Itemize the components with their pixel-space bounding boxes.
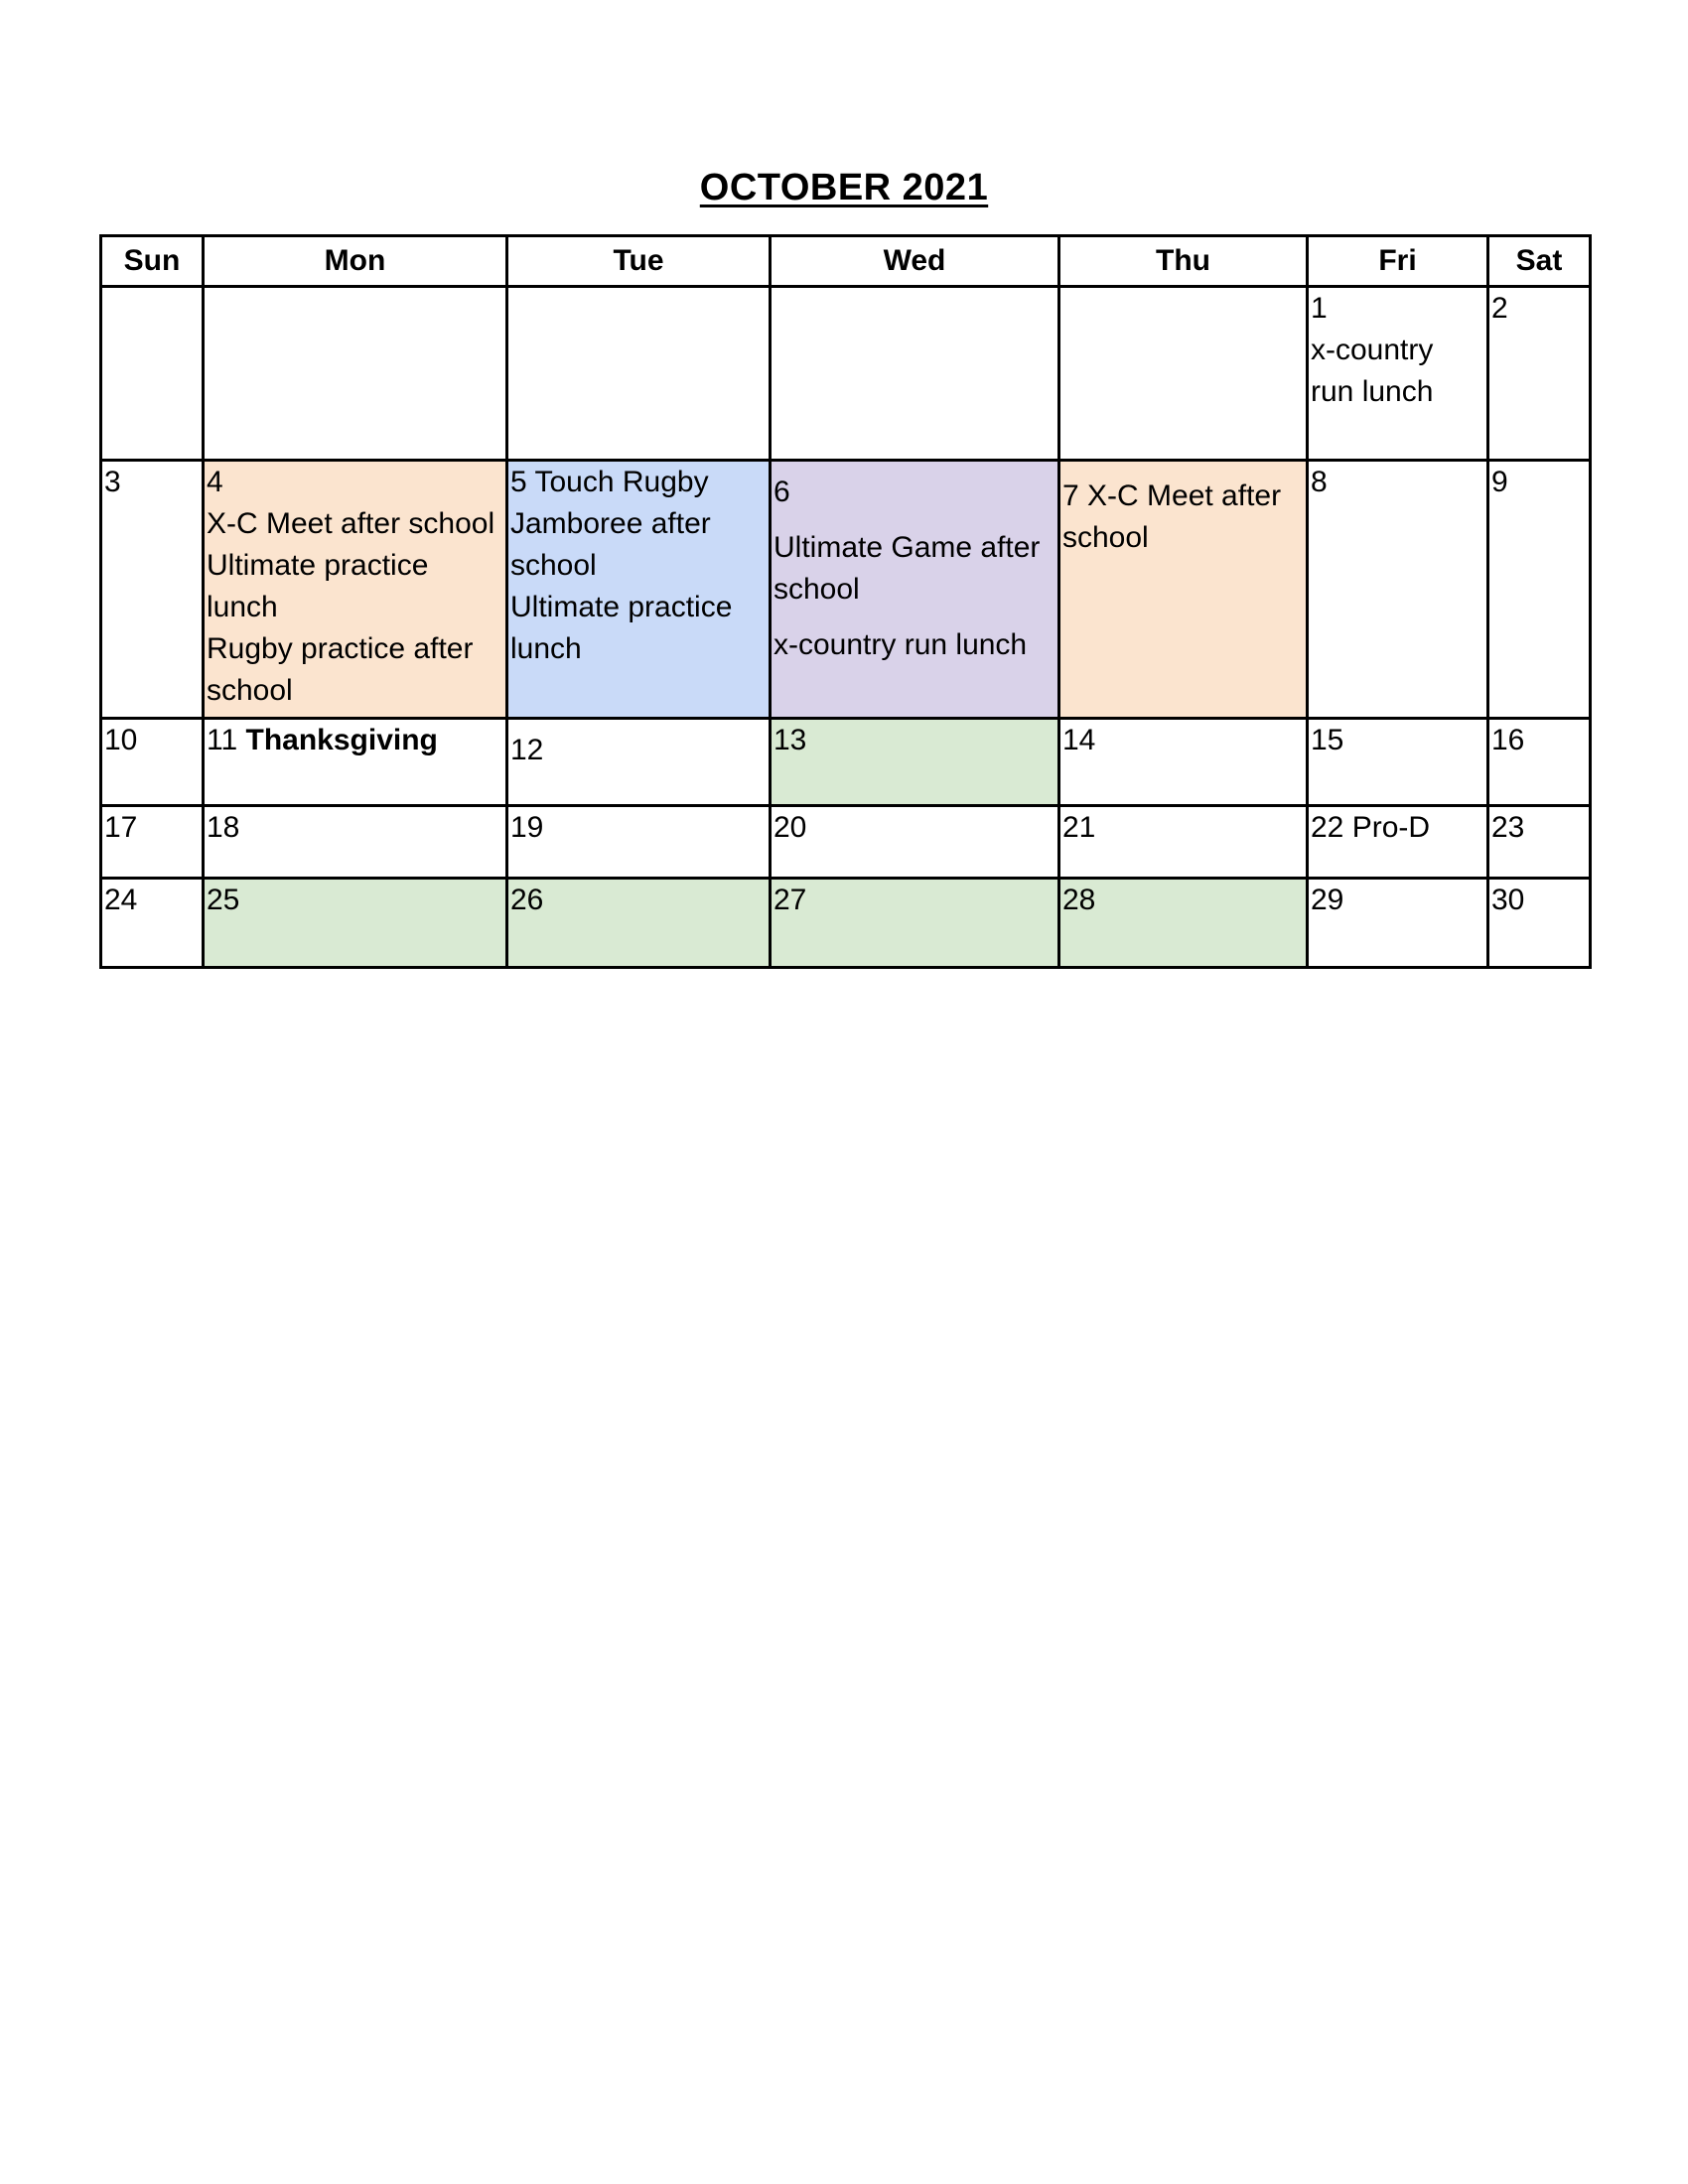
day-cell-11 [204, 719, 507, 806]
day-cell-15 [1308, 719, 1488, 806]
day-cell-1 [1308, 287, 1488, 461]
day-cell-3 [101, 461, 204, 719]
day-number: 9 [1491, 466, 1508, 498]
day-number: 16 [1491, 724, 1525, 756]
day-cell-24 [101, 879, 204, 968]
day-cell-13 [771, 719, 1059, 806]
event-text: school [774, 573, 860, 606]
event-text: Pro-D [1351, 811, 1431, 844]
day-cell-30 [1488, 879, 1591, 968]
weekday-wed: Wed [771, 236, 1059, 287]
event-text: x-country run lunch [774, 628, 1028, 661]
day-number: 28 [1062, 884, 1096, 916]
day-number: 15 [1311, 724, 1344, 756]
day-number: 3 [104, 466, 121, 498]
day-cell-2 [1488, 287, 1591, 461]
event-text: X-C Meet after [1087, 479, 1282, 512]
day-cell-14 [1059, 719, 1308, 806]
day-cell-23 [1488, 806, 1591, 879]
day-cell-empty [507, 287, 771, 461]
week-row-4 [101, 806, 1591, 879]
week-row-1 [101, 287, 1591, 461]
day-number: 5 [510, 466, 527, 498]
day-cell-17 [101, 806, 204, 879]
day-cell-7 [1059, 461, 1308, 719]
day-cell-empty [101, 287, 204, 461]
day-number: 26 [510, 884, 544, 916]
day-number: 10 [104, 724, 138, 756]
event-text: Ultimate practice [510, 591, 733, 623]
day-cell-26 [507, 879, 771, 968]
day-number: 14 [1062, 724, 1096, 756]
day-number: 13 [774, 724, 807, 756]
day-number: 17 [104, 811, 138, 844]
holiday-label: Thanksgiving [245, 724, 438, 756]
weekday-sat: Sat [1488, 236, 1591, 287]
day-cell-10 [101, 719, 204, 806]
day-cell-29 [1308, 879, 1488, 968]
event-text: Ultimate practice [207, 549, 429, 582]
week-row-2 [101, 461, 1591, 719]
event-text: school [1062, 521, 1149, 554]
event-text: X-C Meet after school [207, 507, 495, 540]
day-cell-4 [204, 461, 507, 719]
day-number: 20 [774, 811, 807, 844]
day-cell-27 [771, 879, 1059, 968]
day-number: 11 [207, 724, 238, 756]
event-text: Rugby practice after [207, 632, 474, 665]
weekday-tue: Tue [507, 236, 771, 287]
day-number: 21 [1062, 811, 1096, 844]
day-cell-19 [507, 806, 771, 879]
day-cell-6 [771, 461, 1059, 719]
day-number: 22 [1311, 811, 1344, 844]
day-number: 30 [1491, 884, 1525, 916]
day-number: 1 [1311, 292, 1328, 325]
day-cell-16 [1488, 719, 1591, 806]
day-number: 18 [207, 811, 240, 844]
day-number: 23 [1491, 811, 1525, 844]
day-cell-25 [204, 879, 507, 968]
calendar-title: OCTOBER 2021 [699, 167, 989, 208]
day-cell-28 [1059, 879, 1308, 968]
day-cell-20 [771, 806, 1059, 879]
weekday-sun: Sun [101, 236, 204, 287]
weekday-header-row [101, 236, 1591, 287]
event-text: Ultimate Game after [774, 531, 1041, 564]
day-cell-empty [1059, 287, 1308, 461]
week-row-3 [101, 719, 1591, 806]
day-number: 19 [510, 811, 544, 844]
event-text: Jamboree after [510, 507, 711, 540]
weekday-fri: Fri [1308, 236, 1488, 287]
day-cell-empty [204, 287, 507, 461]
week-row-5 [101, 879, 1591, 968]
day-number: 2 [1491, 292, 1508, 325]
day-number: 7 [1062, 479, 1079, 512]
weekday-thu: Thu [1059, 236, 1308, 287]
event-text: Touch Rugby [534, 466, 709, 498]
event-text: school [510, 549, 597, 582]
day-cell-9 [1488, 461, 1591, 719]
day-cell-12 [507, 719, 771, 806]
day-number: 29 [1311, 884, 1344, 916]
day-number: 12 [510, 734, 544, 766]
calendar-grid [99, 234, 1592, 969]
day-number: 6 [774, 476, 790, 508]
day-cell-empty [771, 287, 1059, 461]
day-cell-8 [1308, 461, 1488, 719]
event-text: run lunch [1311, 375, 1434, 408]
event-text: lunch [207, 591, 278, 623]
event-text: x-country [1311, 334, 1434, 366]
day-cell-21 [1059, 806, 1308, 879]
day-number: 8 [1311, 466, 1328, 498]
day-cell-22 [1308, 806, 1488, 879]
day-number: 4 [207, 466, 223, 498]
event-text: school [207, 674, 293, 707]
day-number: 27 [774, 884, 807, 916]
event-text: lunch [510, 632, 582, 665]
day-number: 24 [104, 884, 138, 916]
day-cell-18 [204, 806, 507, 879]
day-cell-5 [507, 461, 771, 719]
day-number: 25 [207, 884, 240, 916]
weekday-mon: Mon [204, 236, 507, 287]
